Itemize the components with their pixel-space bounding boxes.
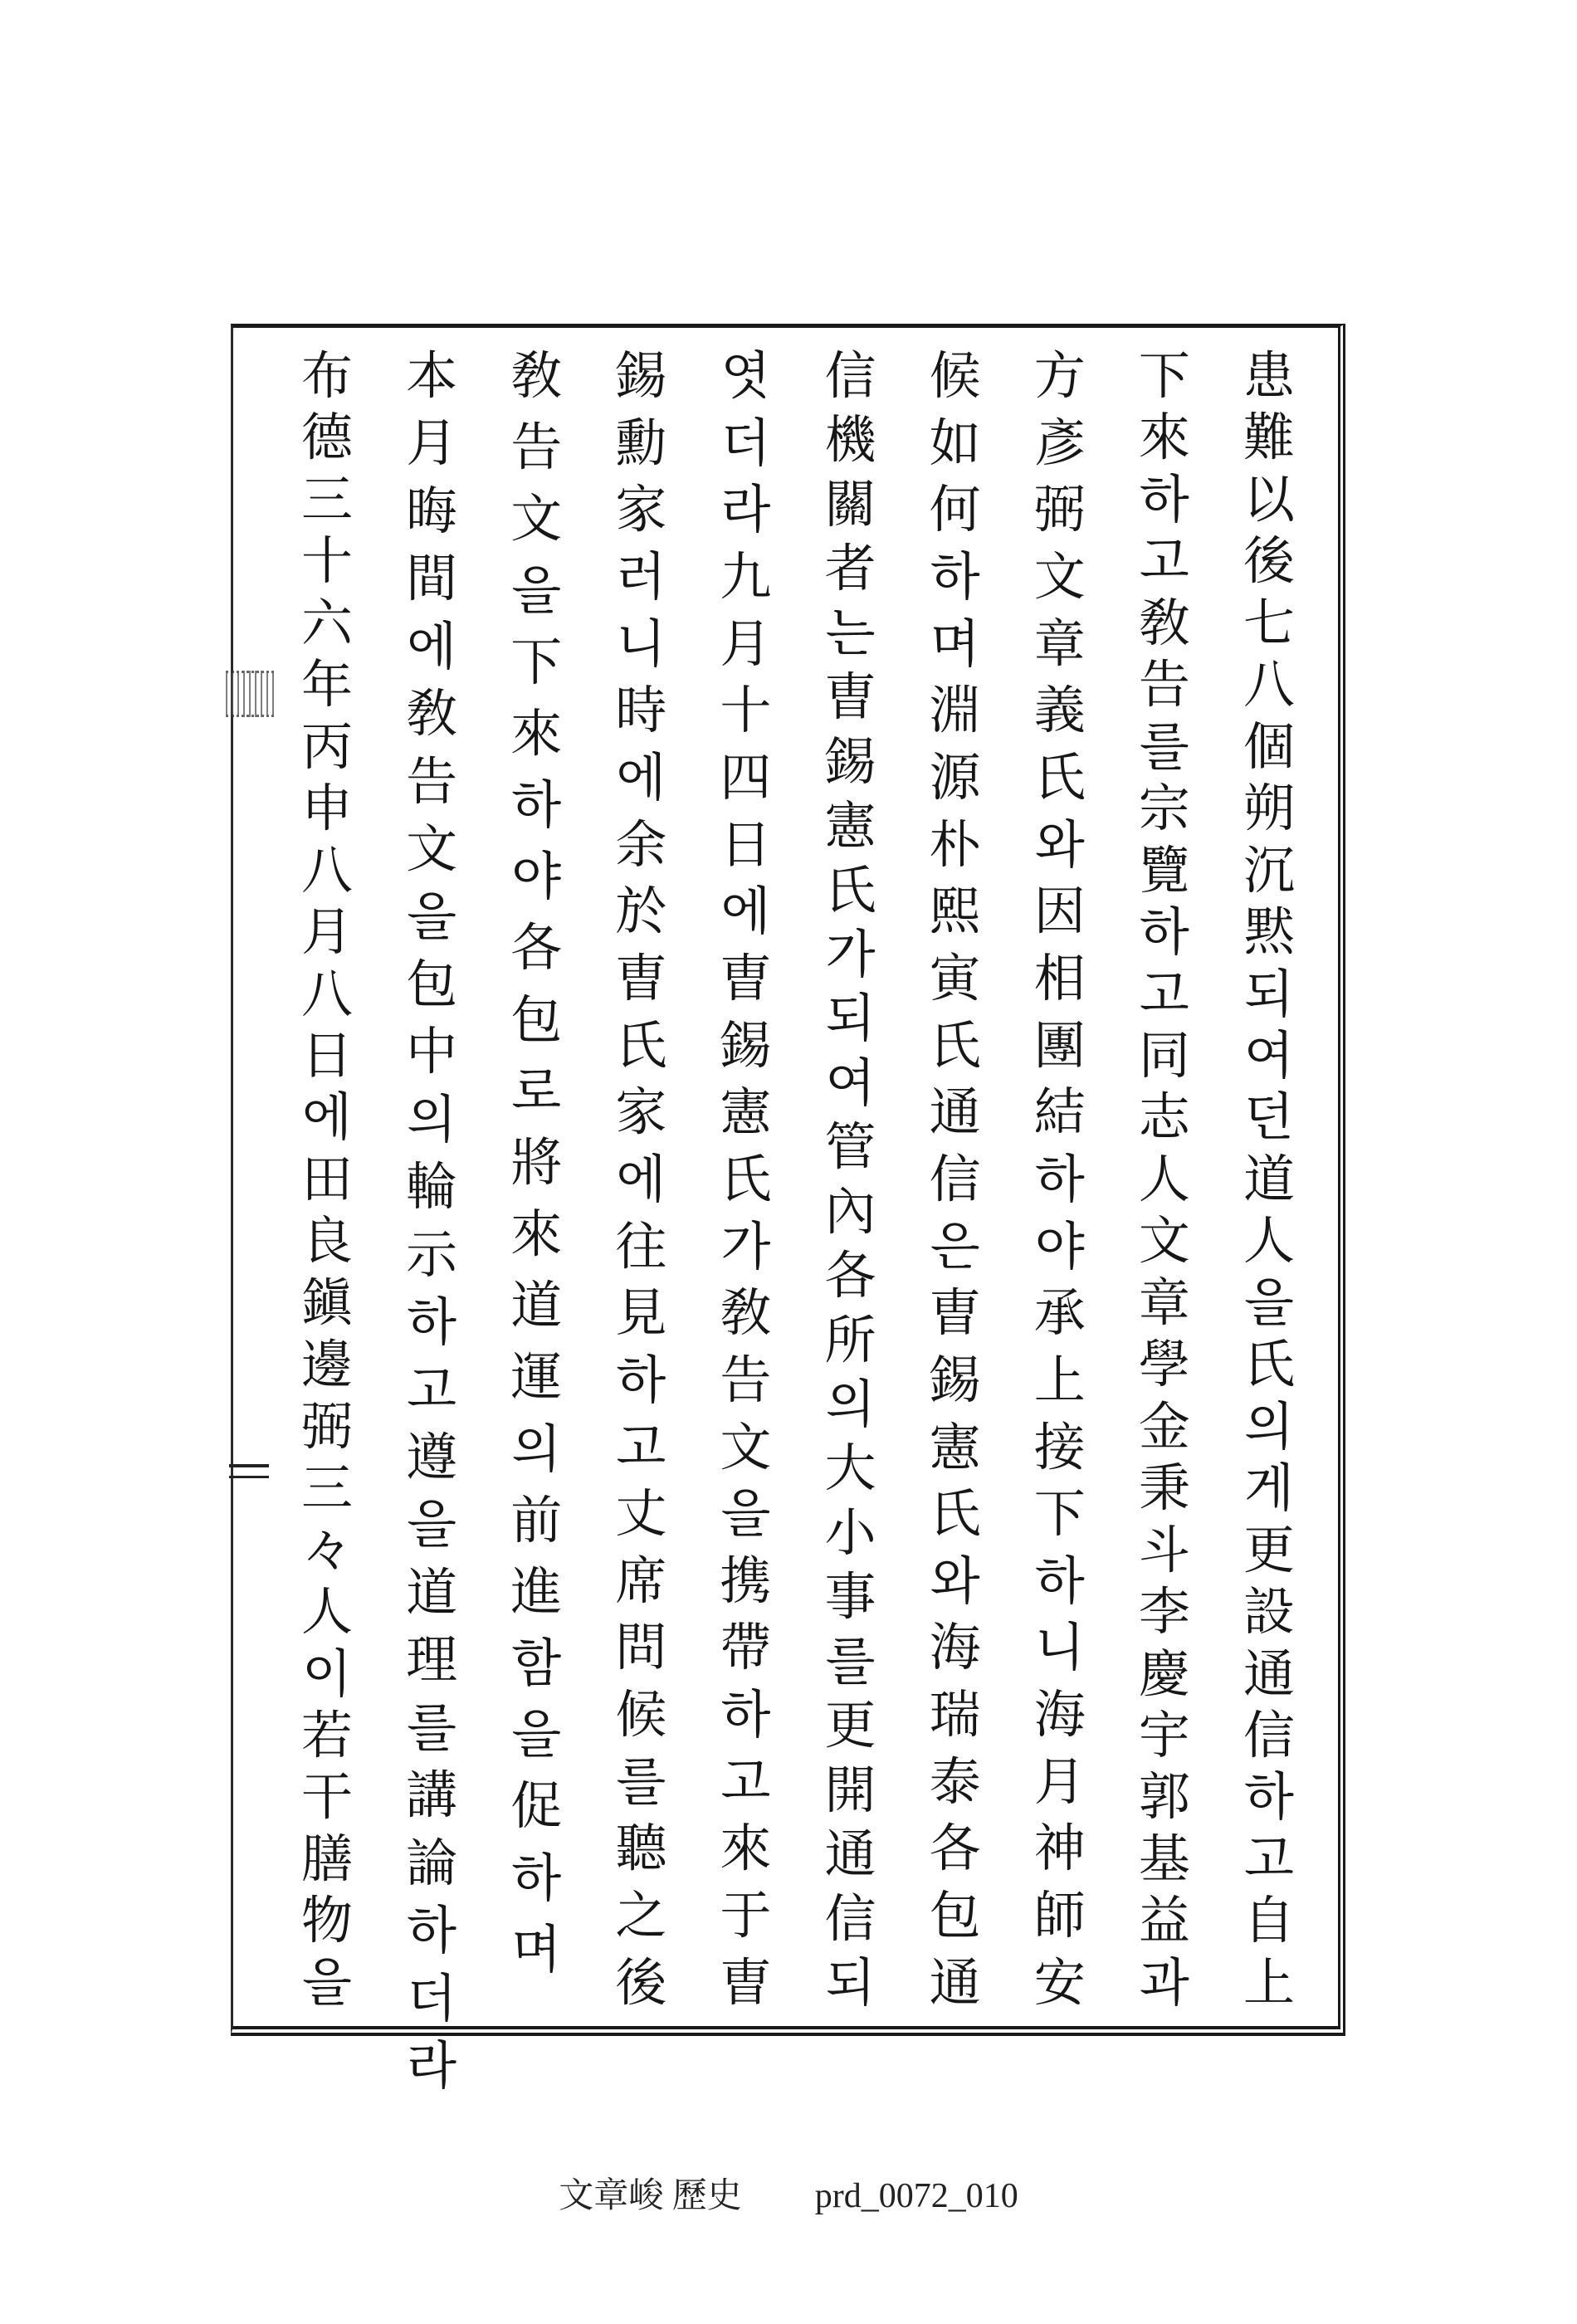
column-character: 信	[824, 345, 876, 406]
column-character: 家	[615, 479, 667, 540]
column-character: 各	[824, 1245, 876, 1306]
column-character: 設	[1243, 1581, 1295, 1643]
column-character: 하	[930, 545, 980, 607]
column-character: 하	[407, 1900, 457, 1961]
column-character: 을	[720, 1483, 771, 1545]
column-character: 德	[300, 407, 353, 468]
column-character: 라	[720, 479, 771, 540]
column-character: 氏	[824, 859, 876, 920]
column-character: 人	[300, 1581, 353, 1643]
column-character: 通	[929, 1081, 981, 1143]
column-character: 日	[720, 813, 772, 875]
column-character: 益	[1138, 1890, 1190, 1951]
column-character: 고	[720, 1750, 771, 1812]
column-character: 熙	[929, 881, 981, 942]
column-character: 章	[1138, 1272, 1190, 1333]
column-character: 曺	[720, 1951, 772, 2013]
column-character: 干	[300, 1766, 353, 1828]
column-character: 日	[300, 1024, 353, 1086]
column-character: 氏	[929, 1014, 981, 1076]
column-character: 曺	[615, 947, 667, 1008]
column-character: 三	[300, 1457, 353, 1519]
column-character: 方	[1033, 345, 1086, 406]
column-character: 氏	[1243, 1334, 1295, 1395]
column-character: 關	[824, 473, 876, 535]
column-character: 申	[300, 778, 353, 839]
column-character: 難	[1243, 407, 1295, 468]
column-character: 를	[407, 1697, 457, 1758]
column-character: 은	[930, 1215, 980, 1277]
column-character: 海	[1033, 1684, 1086, 1745]
column-character: 學	[1138, 1334, 1190, 1395]
column-character: 더	[720, 412, 771, 473]
column-character: 을	[511, 1704, 562, 1765]
column-character: 告	[720, 1349, 772, 1410]
column-character: 基	[1138, 1828, 1190, 1889]
column-character: 十	[300, 530, 353, 592]
column-character: 를	[1139, 715, 1189, 777]
column-character: 의	[825, 1374, 876, 1434]
text-column-5	[798, 345, 903, 2013]
column-character: 曺	[720, 947, 772, 1008]
column-character: 야	[1034, 1215, 1085, 1277]
column-character: 고	[1139, 963, 1189, 1024]
column-character: 志	[1138, 1086, 1190, 1148]
column-character: 고	[407, 1359, 457, 1420]
column-character: 을	[407, 1494, 457, 1555]
column-character: 家	[615, 1081, 667, 1143]
column-character: 宇	[1138, 1704, 1190, 1765]
column-character: 示	[406, 1223, 458, 1285]
column-character: 章	[1033, 613, 1086, 674]
column-character: 黙	[1243, 901, 1295, 963]
column-character: 文	[406, 818, 458, 880]
column-character: 之	[615, 1885, 667, 1946]
column-character: 가	[825, 923, 876, 984]
column-character: 進	[510, 1560, 563, 1622]
column-character: 로	[511, 1060, 562, 1121]
column-character: 錫	[824, 730, 876, 792]
column-character: 聽	[615, 1818, 667, 1879]
column-character: 丙	[300, 715, 353, 777]
column-character: 하	[1139, 468, 1189, 530]
column-character: 敎	[406, 683, 458, 745]
column-character: 과	[1139, 1951, 1189, 2013]
column-character: 源	[929, 746, 981, 808]
column-character: 게	[1244, 1457, 1294, 1519]
column-character: 三	[300, 468, 353, 530]
column-character: 本	[406, 345, 458, 406]
column-character: 八	[300, 963, 353, 1024]
column-character: 하	[720, 1684, 771, 1745]
column-character: 月	[406, 413, 458, 474]
column-character: 宗	[1138, 778, 1190, 839]
column-character: 하	[1139, 901, 1189, 963]
column-character: 告	[510, 417, 563, 478]
column-character: 九	[720, 545, 772, 607]
column-character: 을	[302, 1951, 352, 2013]
column-character: 하	[1034, 1550, 1085, 1611]
column-character: 遵	[406, 1427, 458, 1487]
column-character: 하	[511, 774, 562, 836]
column-character: 錫	[929, 1349, 981, 1410]
column-character: 文	[1033, 545, 1086, 607]
column-character: 니	[616, 613, 666, 674]
column-character: 이	[302, 1643, 352, 1704]
column-character: 來	[510, 1204, 563, 1265]
column-character: 曺	[824, 666, 876, 728]
column-character: 鎭	[300, 1272, 353, 1333]
column-character: 中	[406, 1021, 458, 1082]
column-character: 泰	[929, 1750, 981, 1812]
column-character: 上	[1033, 1349, 1086, 1410]
column-character: 錫	[615, 345, 667, 406]
column-character: 於	[615, 881, 667, 942]
column-character: 包	[406, 953, 458, 1014]
column-character: 六	[300, 592, 353, 653]
column-character: 管	[824, 1116, 876, 1178]
column-character: 下	[1033, 1483, 1086, 1545]
column-character: 來	[1138, 407, 1190, 468]
column-character: 通	[929, 1951, 981, 2013]
column-character: 事	[824, 1566, 876, 1628]
column-character: 月	[720, 613, 772, 674]
column-character: 가	[720, 1215, 771, 1277]
column-character: 小	[824, 1501, 876, 1563]
column-character: 承	[1033, 1282, 1086, 1344]
text-column-8	[484, 345, 588, 1980]
column-character: 見	[615, 1282, 667, 1344]
column-character: 와	[930, 1550, 980, 1611]
column-character: 고	[1244, 1828, 1294, 1889]
column-character: 輪	[406, 1156, 458, 1218]
column-character: 彥	[1033, 412, 1086, 473]
column-character: 道	[1243, 1148, 1295, 1209]
text-column-3	[1008, 345, 1112, 2013]
column-character: 下	[1138, 345, 1190, 406]
column-character: 八	[300, 839, 353, 901]
column-character: 는	[825, 602, 876, 663]
column-character: 接	[1033, 1416, 1086, 1477]
column-character: 고	[1139, 530, 1189, 592]
column-character: 個	[1243, 715, 1295, 777]
column-character: 良	[300, 1210, 353, 1272]
page-caption	[0, 2168, 1577, 2218]
column-character: 의	[1244, 1395, 1294, 1457]
column-character: 々	[300, 1519, 353, 1580]
column-character: 因	[1033, 881, 1086, 942]
column-character: 患	[1243, 345, 1295, 406]
manuscript-frame	[231, 324, 1345, 2096]
column-character: 理	[406, 1629, 458, 1691]
text-columns	[275, 345, 1321, 2096]
column-character: 信	[929, 1148, 981, 1209]
column-character: 하	[511, 1847, 562, 1908]
column-character: 海	[929, 1617, 981, 1678]
column-character: 勳	[615, 412, 667, 473]
column-character: 郭	[1138, 1766, 1190, 1828]
column-character: 하	[1244, 1766, 1294, 1828]
column-character: 고	[616, 1416, 666, 1477]
column-character: 結	[1033, 1081, 1086, 1143]
column-character: 相	[1033, 947, 1086, 1008]
column-character: 에	[616, 746, 666, 808]
column-character: 에	[407, 615, 457, 676]
column-character: 包	[929, 1885, 981, 1946]
column-character: 團	[1033, 1014, 1086, 1076]
column-character: 을	[407, 886, 457, 947]
column-character: 大	[824, 1438, 876, 1499]
column-character: 러	[616, 545, 666, 607]
column-character: 席	[615, 1550, 667, 1611]
column-character: 를	[825, 1630, 876, 1692]
column-character: 하	[616, 1349, 666, 1410]
column-character: 各	[510, 917, 563, 979]
text-column-1	[1217, 345, 1321, 2013]
column-character: 敎	[1138, 592, 1190, 653]
column-character: 斗	[1138, 1519, 1190, 1580]
column-character: 八	[1243, 654, 1295, 715]
column-character: 余	[615, 813, 667, 875]
column-character: 內	[824, 1180, 876, 1242]
column-character: 覽	[1138, 839, 1190, 901]
column-character: 物	[300, 1890, 353, 1951]
column-character: 에	[616, 1148, 666, 1209]
column-character: 四	[720, 746, 772, 808]
column-character: 晦	[406, 480, 458, 541]
column-character: 包	[510, 989, 563, 1050]
column-character: 文	[510, 488, 563, 549]
column-character: 氏	[720, 1148, 772, 1209]
column-character: 往	[615, 1215, 667, 1277]
column-character: 憲	[720, 1081, 772, 1143]
column-character: 自	[1243, 1890, 1295, 1951]
column-character: 七	[1243, 592, 1295, 653]
column-character: 若	[300, 1704, 353, 1765]
column-character: 의	[407, 1088, 457, 1150]
column-character: 氏	[929, 1483, 981, 1545]
text-column-2	[1112, 345, 1217, 2013]
column-character: 을	[1244, 1272, 1294, 1333]
column-character: 朔	[1243, 778, 1295, 839]
column-character: 後	[615, 1951, 667, 2013]
column-character: 金	[1138, 1395, 1190, 1457]
column-character: 問	[615, 1617, 667, 1678]
column-character: 엿	[720, 345, 771, 406]
column-character: 所	[824, 1309, 876, 1370]
column-character: 携	[720, 1550, 772, 1611]
text-column-6	[693, 345, 798, 2013]
column-character: 邊	[300, 1334, 353, 1395]
column-character: 李	[1138, 1581, 1190, 1643]
column-character: 沉	[1243, 839, 1295, 901]
column-character: 曺	[929, 1282, 981, 1344]
column-character: 되	[825, 1951, 876, 2013]
column-character: 에	[720, 881, 771, 942]
column-character: 人	[1138, 1148, 1190, 1209]
column-character: 文	[1138, 1210, 1190, 1272]
text-column-4	[903, 345, 1008, 2013]
column-character: 慶	[1138, 1643, 1190, 1704]
column-character: 여	[825, 1052, 876, 1113]
column-character: 하	[407, 1291, 457, 1353]
column-character: 年	[300, 654, 353, 715]
column-character: 將	[510, 1131, 563, 1193]
column-character: 同	[1138, 1024, 1190, 1086]
column-character: 信	[824, 1887, 876, 1949]
column-character: 運	[510, 1346, 563, 1408]
column-character: 함	[511, 1633, 562, 1694]
column-character: 의	[511, 1418, 562, 1479]
column-character: 上	[1243, 1951, 1295, 2013]
column-character: 師	[1033, 1885, 1086, 1946]
column-character: 候	[929, 345, 981, 406]
column-character: 更	[824, 1695, 876, 1756]
column-character: 月	[300, 901, 353, 963]
column-character: 通	[1243, 1643, 1295, 1704]
column-character: 候	[615, 1684, 667, 1745]
column-character: 田	[300, 1148, 353, 1209]
column-character: 膳	[300, 1828, 353, 1889]
column-character: 時	[615, 680, 667, 741]
column-character: 을	[511, 559, 562, 621]
column-character: 라	[407, 2034, 457, 2096]
column-character: 寅	[929, 947, 981, 1008]
caption-title: 文章峻 歷史	[559, 2177, 742, 2215]
column-character: 弼	[300, 1395, 353, 1457]
column-character: 弼	[1033, 479, 1086, 540]
column-character: 朴	[929, 813, 981, 875]
margin-hatch-mark	[226, 671, 274, 717]
column-character: 文	[720, 1416, 772, 1477]
column-character: 瑞	[929, 1684, 981, 1745]
column-character: 告	[1138, 654, 1190, 715]
column-character: 通	[824, 1824, 876, 1885]
column-character: 道	[406, 1561, 458, 1623]
column-character: 던	[1244, 1086, 1294, 1148]
column-character: 되	[825, 988, 876, 1049]
column-character: 道	[510, 1275, 563, 1336]
column-character: 에	[302, 1086, 352, 1148]
column-character: 開	[824, 1759, 876, 1820]
column-character: 更	[1243, 1519, 1295, 1580]
column-character: 야	[511, 846, 562, 907]
column-character: 錫	[720, 1014, 772, 1076]
caption-code: prd_0072_010	[814, 2177, 1018, 2215]
text-column-7	[588, 345, 693, 2013]
column-character: 告	[406, 750, 458, 812]
column-character: 며	[930, 613, 980, 674]
column-character: 敎	[720, 1282, 772, 1344]
column-character: 氏	[615, 1014, 667, 1076]
column-character: 機	[824, 409, 876, 471]
column-character: 安	[1033, 1951, 1086, 2013]
column-character: 以	[1243, 468, 1295, 530]
column-character: 와	[1034, 813, 1085, 875]
column-character: 者	[824, 538, 876, 599]
column-character: 論	[406, 1832, 458, 1893]
column-character: 如	[929, 412, 981, 473]
column-character: 帶	[720, 1617, 772, 1678]
column-character: 義	[1033, 680, 1086, 741]
column-character: 講	[406, 1765, 458, 1826]
column-character: 十	[720, 680, 772, 741]
column-character: 神	[1033, 1818, 1086, 1879]
column-character: 信	[1243, 1704, 1295, 1765]
column-character: 各	[929, 1818, 981, 1879]
column-character: 何	[929, 479, 981, 540]
column-character: 前	[510, 1489, 563, 1550]
column-character: 를	[616, 1750, 666, 1812]
column-character: 丈	[615, 1483, 667, 1545]
column-character: 되	[1244, 963, 1294, 1024]
column-character: 月	[1033, 1750, 1086, 1812]
text-column-10	[275, 345, 379, 2013]
column-character: 敎	[510, 345, 563, 406]
column-character: 여	[1244, 1024, 1294, 1086]
column-character: 淵	[929, 680, 981, 741]
column-character: 促	[510, 1775, 563, 1837]
column-character: 來	[510, 702, 563, 764]
column-character: 秉	[1138, 1457, 1190, 1519]
column-character: 氏	[1033, 746, 1086, 808]
column-character: 布	[300, 345, 353, 406]
column-character: 間	[406, 548, 458, 609]
column-character: 後	[1243, 530, 1295, 592]
column-character: 來	[720, 1818, 772, 1879]
column-character: 下	[510, 631, 563, 692]
column-character: 憲	[929, 1416, 981, 1477]
column-character: 人	[1243, 1210, 1295, 1272]
column-character: 于	[720, 1885, 772, 1946]
column-character: 憲	[824, 795, 876, 857]
column-character: 더	[407, 1967, 457, 2029]
column-character: 니	[1034, 1617, 1085, 1678]
column-character: 며	[511, 1918, 562, 1980]
column-character: 하	[1034, 1148, 1085, 1209]
text-column-9	[379, 345, 484, 2096]
margin-line-mark	[229, 1464, 269, 1478]
